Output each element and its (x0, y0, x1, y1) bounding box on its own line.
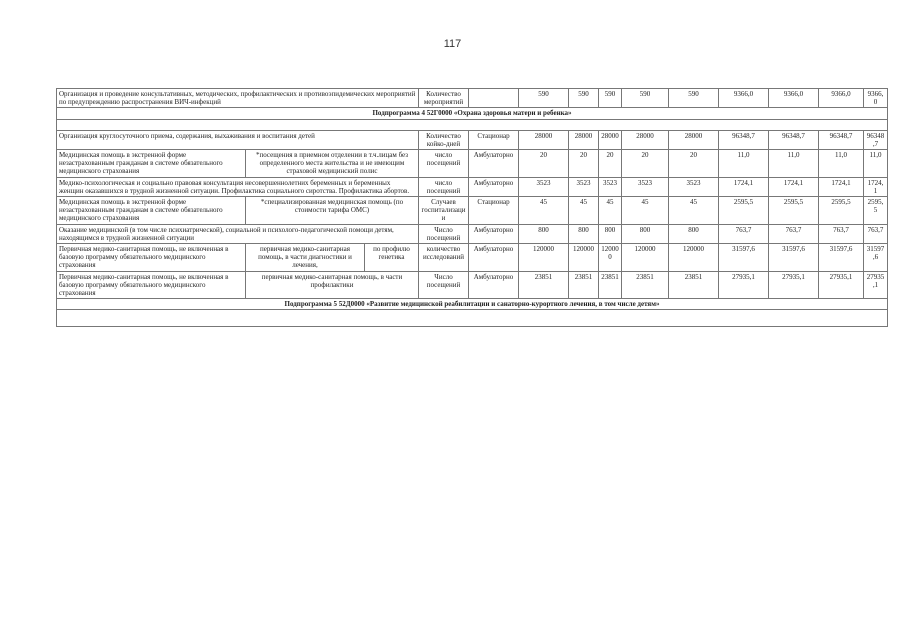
volume-cell: 20 (569, 150, 599, 178)
service-name: Медико-психологическая и социально правовая консультация несовершеннолетних беременных и беременных женщин оказавшихся в трудной жизненной ситуации. Профилактика социального сиротства. Профилактика абортов. (57, 177, 419, 196)
volume-cell: 20 (622, 150, 669, 178)
volume-cell: 3523 (599, 177, 622, 196)
volume-cell: 45 (669, 197, 719, 225)
finance-cell: 27935,1 (864, 271, 888, 299)
unit-cell: число посещений (419, 177, 469, 196)
subprogram-title: Подпрограмма 4 52Г0000 «Охрана здоровья матери и ребенка» (57, 108, 888, 119)
volume-cell: 20 (519, 150, 569, 178)
unit-cell: Число посещений (419, 224, 469, 243)
volume-cell: 23851 (669, 271, 719, 299)
finance-cell: 27935,1 (769, 271, 819, 299)
service-description: первичная медико-санитарная помощь, в части профилактики (246, 271, 419, 299)
service-name: Медицинская помощь в экстренной форме незастрахованным гражданам в системе обязательного медицинского страхования (57, 150, 246, 178)
volume-cell: 590 (599, 89, 622, 108)
volume-cell: 590 (669, 89, 719, 108)
volume-cell: 28000 (519, 130, 569, 149)
condition-cell: Амбулаторно (469, 244, 519, 272)
finance-cell: 2595,5 (719, 197, 769, 225)
finance-cell: 1724,1 (864, 177, 888, 196)
services-table (56, 88, 888, 327)
finance-cell: 9366,0 (864, 89, 888, 108)
volume-cell: 120000 (599, 244, 622, 272)
unit-cell: число посещений (419, 150, 469, 178)
service-name: Организация и проведение консультативных, методических, профилактических и противоэпидемических мероприятий по предупреждению распространения ВИЧ-инфекций (57, 89, 419, 108)
volume-cell: 590 (569, 89, 599, 108)
table-row (57, 197, 888, 225)
condition-cell: Амбулаторно (469, 177, 519, 196)
condition-cell (469, 89, 519, 108)
finance-cell: 11,0 (819, 150, 864, 178)
finance-cell: 1724,1 (719, 177, 769, 196)
finance-cell: 763,7 (719, 224, 769, 243)
condition-cell: Стационар (469, 130, 519, 149)
subprogram-row (57, 108, 888, 119)
finance-cell: 1724,1 (769, 177, 819, 196)
volume-cell: 120000 (622, 244, 669, 272)
volume-cell: 120000 (519, 244, 569, 272)
finance-cell: 96348,7 (769, 130, 819, 149)
volume-cell: 800 (669, 224, 719, 243)
table-row (57, 177, 888, 196)
table-row (57, 89, 888, 108)
volume-cell: 45 (622, 197, 669, 225)
volume-cell: 800 (599, 224, 622, 243)
unit-cell: Количество койко-дней (419, 130, 469, 149)
finance-cell: 31597,6 (864, 244, 888, 272)
volume-cell: 28000 (622, 130, 669, 149)
finance-cell: 763,7 (769, 224, 819, 243)
condition-cell: Амбулаторно (469, 271, 519, 299)
service-name: Оказание медицинской (в том числе психиатрической), социальной и психолого-педагогической помощи детям, находящимся в трудной жизненной ситуации (57, 224, 419, 243)
finance-cell: 2595,5 (864, 197, 888, 225)
page-number: 117 (443, 38, 462, 50)
finance-cell: 11,0 (864, 150, 888, 178)
volume-cell: 590 (622, 89, 669, 108)
unit-cell: Количество мероприятий (419, 89, 469, 108)
subprogram-row (57, 299, 888, 310)
service-description: первичная медико-санитарная помощь, в части диагностики и лечения, (246, 244, 365, 272)
table-row (57, 271, 888, 299)
condition-cell: Стационар (469, 197, 519, 225)
table-row (57, 150, 888, 178)
finance-cell: 96348,7 (819, 130, 864, 149)
volume-cell: 800 (622, 224, 669, 243)
volume-cell: 45 (569, 197, 599, 225)
finance-cell: 27935,1 (719, 271, 769, 299)
finance-cell: 96348,7 (719, 130, 769, 149)
blank-row (57, 119, 888, 130)
unit-cell: Число посещений (419, 271, 469, 299)
volume-cell: 20 (599, 150, 622, 178)
finance-cell: 763,7 (864, 224, 888, 243)
volume-cell: 28000 (569, 130, 599, 149)
service-description: *посещения в приемном отделении в т.ч.лицам без определенного места жительства и не имеющим страховой медицинский полис (246, 150, 419, 178)
volume-cell: 3523 (569, 177, 599, 196)
volume-cell: 45 (599, 197, 622, 225)
finance-cell: 31597,6 (819, 244, 864, 272)
finance-cell: 763,7 (819, 224, 864, 243)
finance-cell: 9366,0 (819, 89, 864, 108)
service-name: Медицинская помощь в экстренной форме незастрахованным гражданам в системе обязательного медицинского страхования (57, 197, 246, 225)
subprogram-title: Подпрограмма 5 52Д0000 «Развитие медицинской реабилитации и санаторно-курортного лечения, в том числе детям» (57, 299, 888, 310)
finance-cell: 27935,1 (819, 271, 864, 299)
service-name: Первичная медико-санитарная помощь, не включенная в базовую программу обязательного медицинского страхования (57, 271, 246, 299)
volume-cell: 120000 (669, 244, 719, 272)
finance-cell: 1724,1 (819, 177, 864, 196)
volume-cell: 28000 (599, 130, 622, 149)
finance-cell: 9366,0 (769, 89, 819, 108)
finance-cell: 31597,6 (719, 244, 769, 272)
volume-cell: 23851 (622, 271, 669, 299)
unit-cell: количество исследований (419, 244, 469, 272)
volume-cell: 3523 (622, 177, 669, 196)
volume-cell: 28000 (669, 130, 719, 149)
volume-cell: 800 (569, 224, 599, 243)
volume-cell: 20 (669, 150, 719, 178)
volume-cell: 120000 (569, 244, 599, 272)
finance-cell: 11,0 (719, 150, 769, 178)
volume-cell: 3523 (669, 177, 719, 196)
volume-cell: 23851 (599, 271, 622, 299)
service-name: Организация круглосуточного приема, содержания, выхаживания и воспитания детей (57, 130, 419, 149)
finance-cell: 9366,0 (719, 89, 769, 108)
unit-cell: Случаев госпитализации (419, 197, 469, 225)
service-profile: по профилю генетика (365, 244, 419, 272)
service-description: *специализированная медицинская помощь (по стоимости тарифа ОМС) (246, 197, 419, 225)
volume-cell: 3523 (519, 177, 569, 196)
table-row (57, 119, 888, 130)
volume-cell: 23851 (519, 271, 569, 299)
volume-cell: 45 (519, 197, 569, 225)
finance-cell: 31597,6 (769, 244, 819, 272)
finance-cell: 96348,7 (864, 130, 888, 149)
table-row (57, 310, 888, 327)
blank-row (57, 310, 888, 327)
finance-cell: 2595,5 (819, 197, 864, 225)
table-row (57, 130, 888, 149)
condition-cell: Амбулаторно (469, 224, 519, 243)
finance-cell: 11,0 (769, 150, 819, 178)
volume-cell: 23851 (569, 271, 599, 299)
table-row (57, 244, 888, 272)
volume-cell: 800 (519, 224, 569, 243)
service-name: Первичная медико-санитарная помощь, не включенная в базовую программу обязательного медицинского страхования (57, 244, 246, 272)
condition-cell: Амбулаторно (469, 150, 519, 178)
table-row (57, 224, 888, 243)
volume-cell: 590 (519, 89, 569, 108)
finance-cell: 2595,5 (769, 197, 819, 225)
